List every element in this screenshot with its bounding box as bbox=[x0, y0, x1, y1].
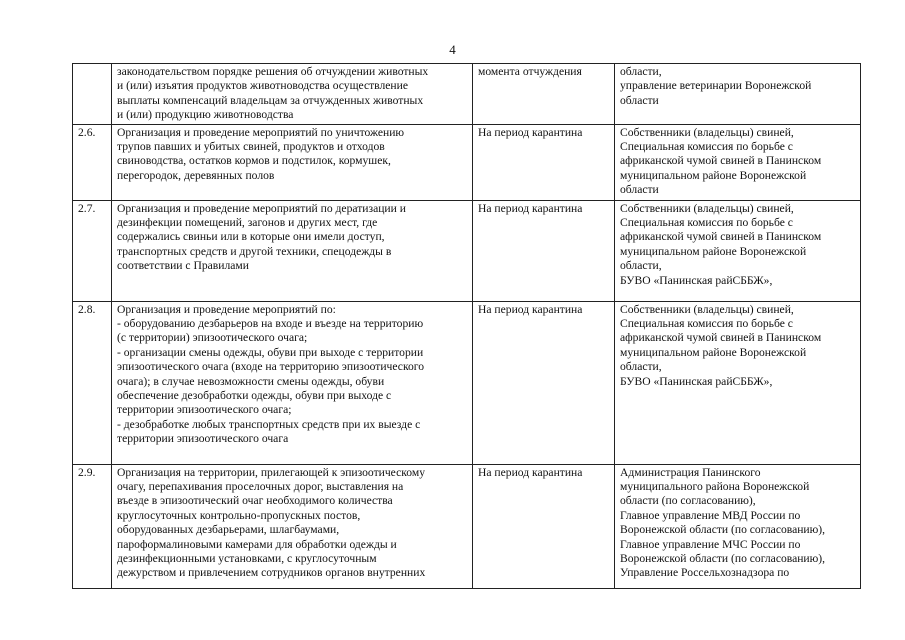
responsible-line: Специальная комиссия по борьбе с bbox=[620, 140, 793, 154]
table-row bbox=[73, 301, 861, 464]
table-row bbox=[73, 124, 861, 200]
measure-line: и (или) изъятия продуктов животноводства осуществление bbox=[117, 79, 408, 93]
responsible-cell bbox=[615, 64, 861, 125]
responsible-line: муниципальном районе Воронежской bbox=[620, 244, 807, 258]
measure-line: перегородок, деревянных полов bbox=[117, 168, 275, 182]
responsible-line: африканской чумой свиней в Панинском bbox=[620, 230, 822, 244]
responsible-line: управление ветеринарии Воронежской bbox=[620, 79, 812, 93]
measure-line: выплаты компенсаций владельцам за отчужденных животных bbox=[117, 93, 424, 107]
measure-line: территории эпизоотического очага bbox=[117, 432, 289, 446]
measure-line: пароформалиновыми камерами для обработки одежды и bbox=[117, 537, 397, 551]
measure-cell bbox=[112, 464, 473, 588]
measure-line: - оборудованию дезбарьеров на входе и въезде на территорию bbox=[117, 317, 424, 331]
measure-line: очагу, перепахивания проселочных дорог, выставления на bbox=[117, 480, 404, 494]
row-number: 2.8. bbox=[73, 301, 112, 464]
measure-line: Организация на территории, прилегающей к эпизоотическому bbox=[117, 465, 425, 479]
row-number: 2.9. bbox=[73, 464, 112, 588]
measure-cell bbox=[112, 124, 473, 200]
measure-line: и (или) продукцию животноводства bbox=[117, 108, 294, 122]
term-cell: На период карантина bbox=[473, 124, 615, 200]
measure-line: - дезобработке любых транспортных средств при их выезде с bbox=[117, 417, 421, 431]
responsible-line: Управление Россельхознадзора по bbox=[620, 566, 790, 580]
measure-line: дежурством и привлечением сотрудников органов внутренних bbox=[117, 566, 426, 580]
responsible-line: муниципального района Воронежской bbox=[620, 480, 810, 494]
measure-line: - организации смены одежды, обуви при выходе с территории bbox=[117, 345, 424, 359]
responsible-line: Администрация Панинского bbox=[620, 465, 761, 479]
row-number: 2.6. bbox=[73, 124, 112, 200]
measure-cell bbox=[112, 301, 473, 464]
responsible-cell bbox=[615, 464, 861, 588]
responsible-line: Собственники (владельцы) свиней, bbox=[620, 302, 794, 316]
measure-line: обеспечение дезобработки одежды, обуви при выходе с bbox=[117, 389, 392, 403]
measure-line: очага); в случае невозможности смены одежды, обуви bbox=[117, 374, 385, 388]
measure-line: оборудованных дезбарьерами, шлагбаумами, bbox=[117, 523, 340, 537]
table-row bbox=[73, 464, 861, 588]
measure-line: трупов павших и убитых свиней, продуктов и отходов bbox=[117, 140, 385, 154]
responsible-line: Главное управление МЧС России по bbox=[620, 537, 801, 551]
measure-line: (с территории) эпизоотического очага; bbox=[117, 331, 308, 345]
responsible-line: области, bbox=[620, 259, 662, 273]
term-cell: На период карантина bbox=[473, 301, 615, 464]
row-number bbox=[73, 64, 112, 125]
responsible-line: области bbox=[620, 93, 659, 107]
measure-cell bbox=[112, 64, 473, 125]
page-number: 4 bbox=[449, 42, 456, 57]
measures-table bbox=[72, 63, 861, 589]
responsible-line: африканской чумой свиней в Панинском bbox=[620, 154, 822, 168]
responsible-cell bbox=[615, 200, 861, 301]
responsible-cell bbox=[615, 301, 861, 464]
measure-line: транспортных средств и другой техники, спецодежды в bbox=[117, 244, 392, 258]
term-cell: На период карантина bbox=[473, 200, 615, 301]
responsible-line: муниципальном районе Воронежской bbox=[620, 168, 807, 182]
responsible-line: Главное управление МВД России по bbox=[620, 508, 801, 522]
responsible-line: области, bbox=[620, 360, 662, 374]
table-row bbox=[73, 200, 861, 301]
measure-line: круглосуточных контрольно-пропускных постов, bbox=[117, 508, 361, 522]
row-number: 2.7. bbox=[73, 200, 112, 301]
measure-line: эпизоотического очага (входе на территорию эпизоотического bbox=[117, 360, 425, 374]
measure-cell bbox=[112, 200, 473, 301]
term-cell: На период карантина bbox=[473, 464, 615, 588]
responsible-line: муниципальном районе Воронежской bbox=[620, 345, 807, 359]
measure-line: территории эпизоотического очага; bbox=[117, 403, 292, 417]
responsible-line: БУВО «Панинская райСББЖ», bbox=[620, 273, 773, 287]
measure-line: въезде в эпизоотический очаг необходимого количества bbox=[117, 494, 393, 508]
measure-line: свиноводства, остатков кормов и подстилок, кормушек, bbox=[117, 154, 391, 168]
measure-line: Организация и проведение мероприятий по уничтожению bbox=[117, 125, 405, 139]
responsible-cell bbox=[615, 124, 861, 200]
table-row bbox=[73, 64, 861, 125]
measure-line: дезинфекционными установками, с круглосуточным bbox=[117, 552, 377, 566]
responsible-line: области bbox=[620, 183, 659, 197]
term-cell: момента отчуждения bbox=[473, 64, 615, 125]
responsible-line: Специальная комиссия по борьбе с bbox=[620, 317, 793, 331]
measure-line: законодательством порядке решения об отчуждении животных bbox=[117, 65, 429, 78]
responsible-line: БУВО «Панинская райСББЖ», bbox=[620, 374, 773, 388]
measure-line: содержались свиньи или в которые они имели доступ, bbox=[117, 230, 385, 244]
responsible-line: области (по согласованию), bbox=[620, 494, 756, 508]
responsible-line: Собственники (владельцы) свиней, bbox=[620, 201, 794, 215]
measure-line: соответствии с Правилами bbox=[117, 259, 249, 273]
responsible-line: африканской чумой свиней в Панинском bbox=[620, 331, 822, 345]
responsible-line: Специальная комиссия по борьбе с bbox=[620, 216, 793, 230]
measure-line: дезинфекции помещений, загонов и других мест, где bbox=[117, 216, 378, 230]
measure-line: Организация и проведение мероприятий по: bbox=[117, 302, 336, 316]
responsible-line: области, bbox=[620, 65, 662, 78]
measure-line: Организация и проведение мероприятий по дератизации и bbox=[117, 201, 406, 215]
responsible-line: Воронежской области (по согласованию), bbox=[620, 523, 826, 537]
responsible-line: Воронежской области (по согласованию), bbox=[620, 552, 826, 566]
responsible-line: Собственники (владельцы) свиней, bbox=[620, 125, 794, 139]
